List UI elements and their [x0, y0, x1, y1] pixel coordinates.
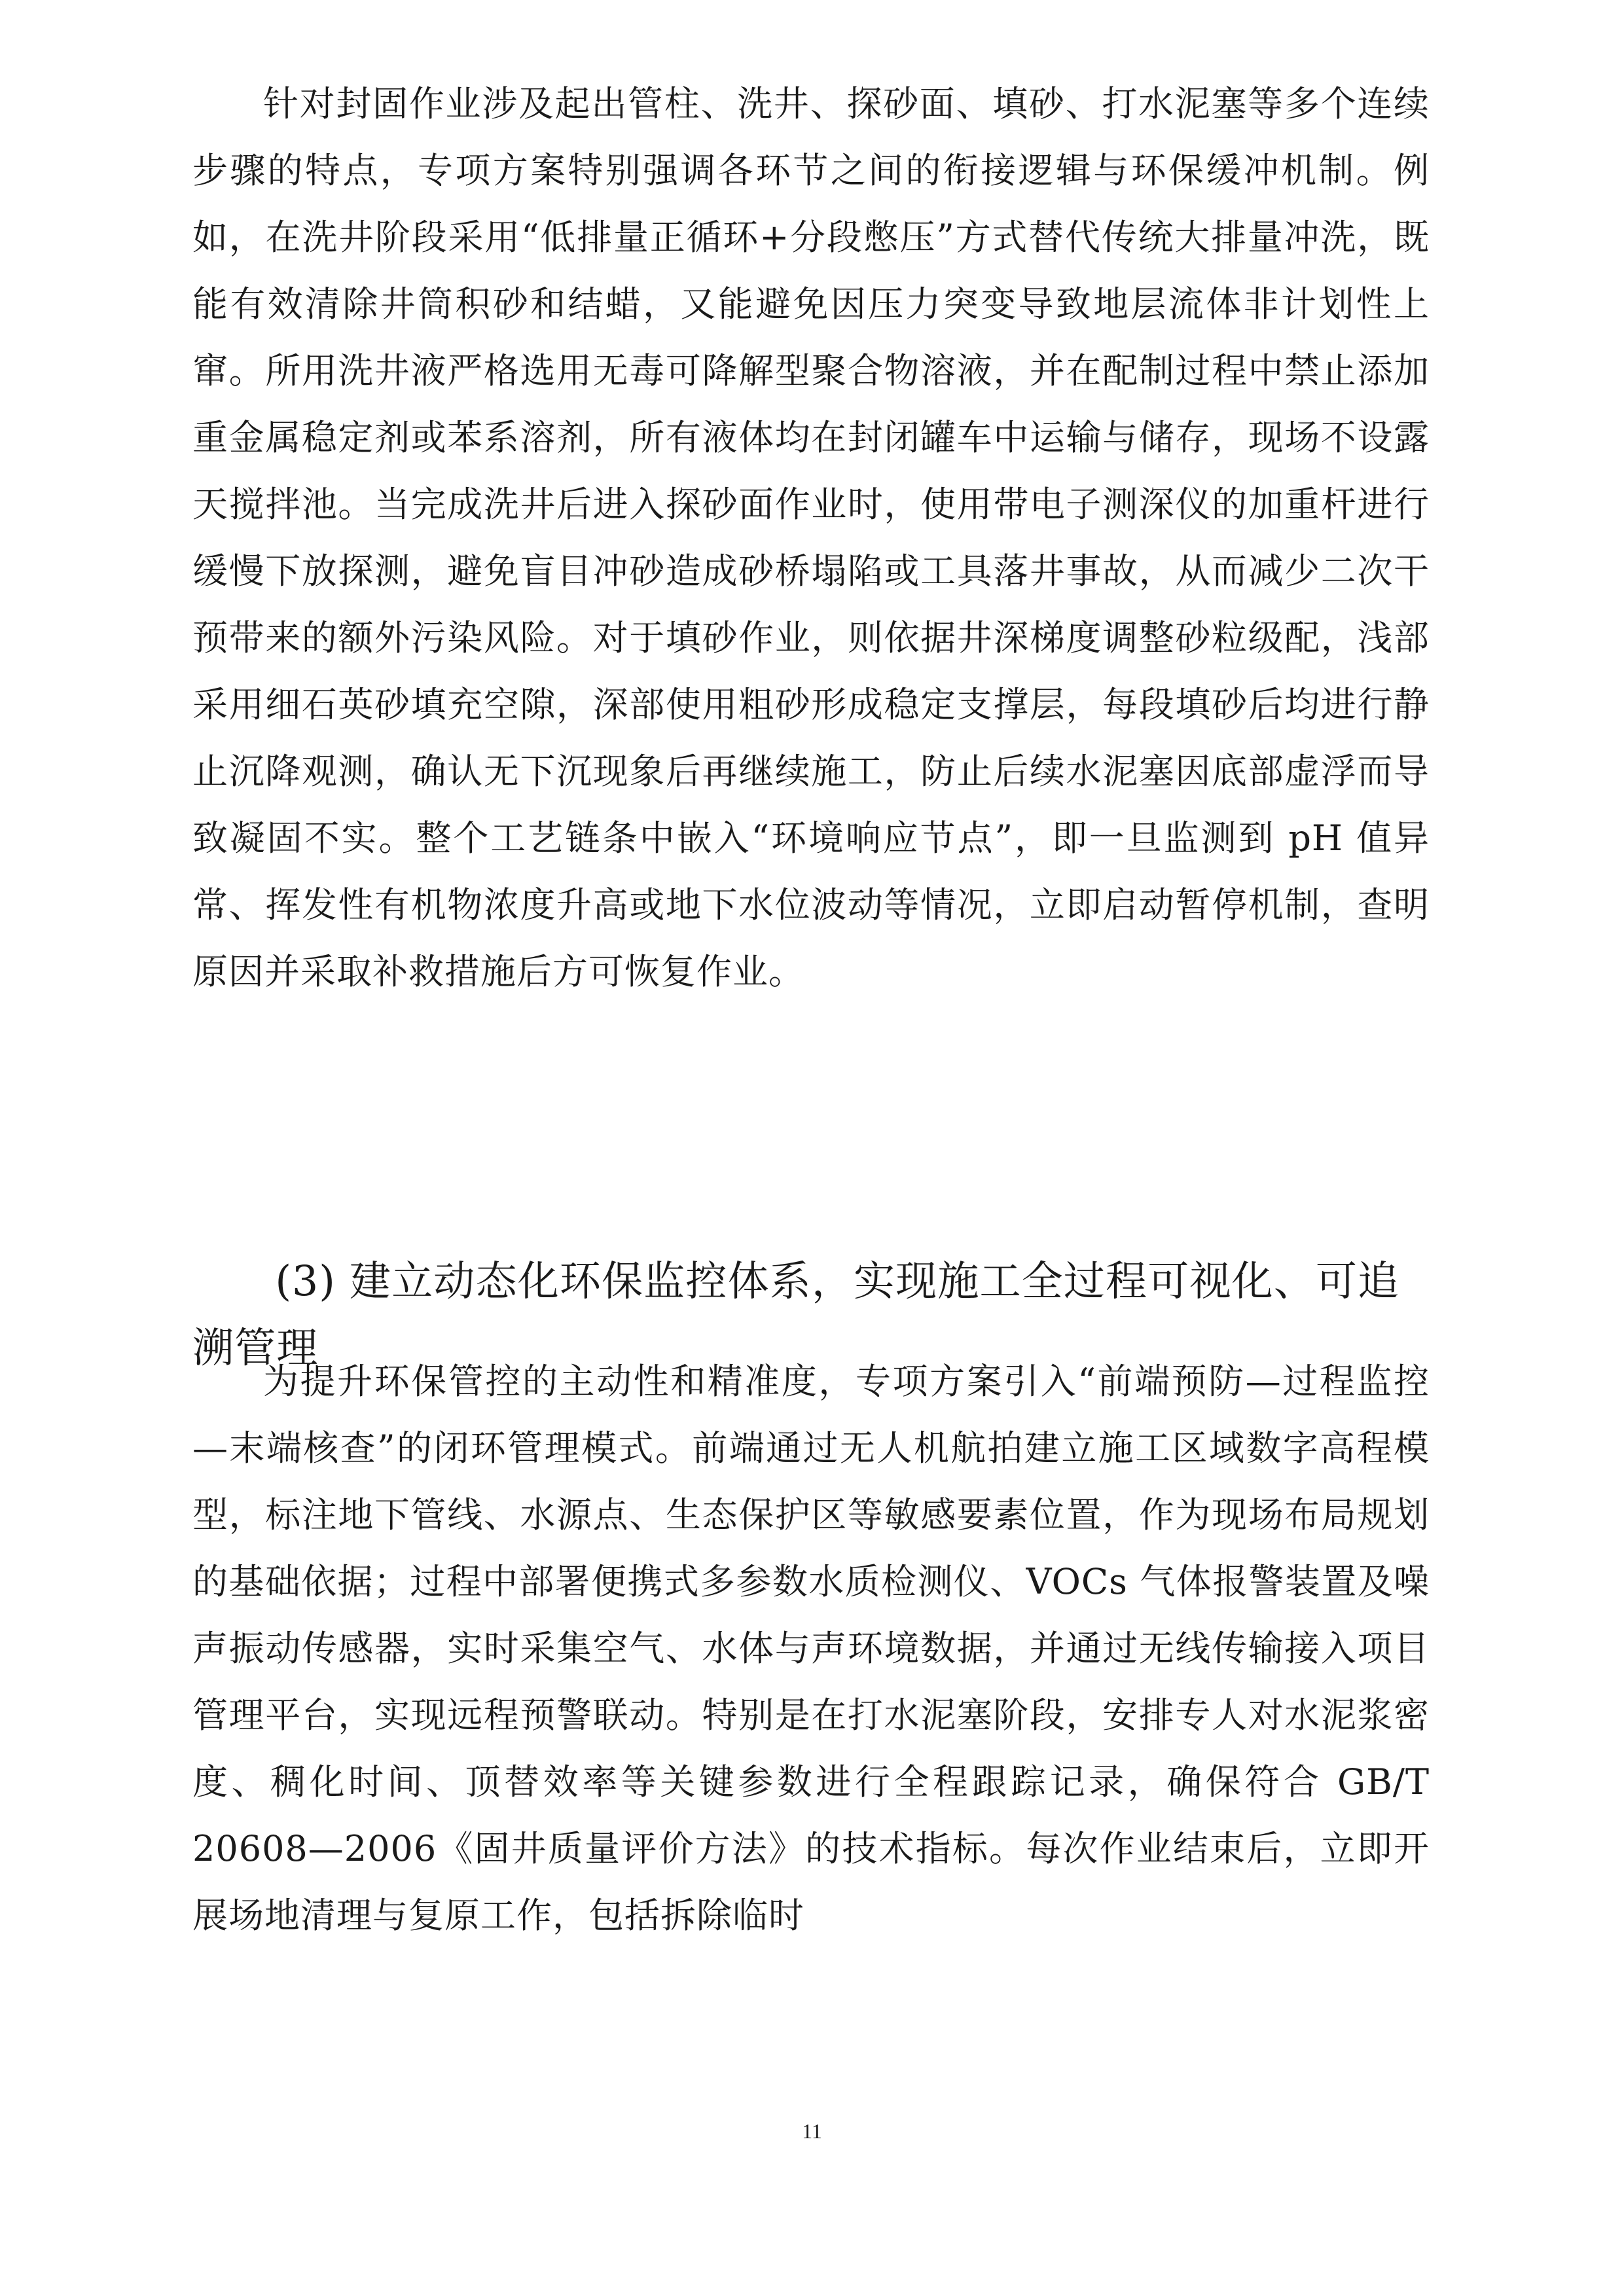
paragraph-monitoring-system: 为提升环保管控的主动性和精准度，专项方案引入“前端预防—过程监控—末端核查”的闭环管理模式。前端通过无人机航拍建立施工区域数字高程模型，标注地下管线、水源点、生态保护区等敏感要素位置，作为现场布局规划的基础依据；过程中部署便携式多参数水质检测仪、VOCs 气体报警装置及噪声振动传感器，实时采集空气、水体与声环境数据，并通过无线传输接入项目管理平台，实现远程预警联动。特别是在打水泥塞阶段，安排专人对水泥浆密度、稠化时间、顶替效率等关键参数进行全程跟踪记录，确保符合 GB/T 20608—2006《固井质量评价方法》的技术指标。每次作业结束后，立即开展场地清理与复原工作，包括拆除临时: [192, 1361, 1430, 1936]
section-heading-3: (3) 建立动态化环保监控体系，实现施工全过程可视化、可追溯管理: [192, 1257, 1400, 1372]
page-number: 11: [802, 2119, 822, 2143]
paragraph-process-linkage: 针对封固作业涉及起出管柱、洗井、探砂面、填砂、打水泥塞等多个连续步骤的特点，专项方案特别强调各环节之间的衔接逻辑与环保缓冲机制。例如，在洗井阶段采用“低排量正循环+分段憋压”方式替代传统大排量冲洗，既能有效清除井筒积砂和结蜡，又能避免因压力突变导致地层流体非计划性上窜。所用洗井液严格选用无毒可降解型聚合物溶液，并在配制过程中禁止添加重金属稳定剂或苯系溶剂，所有液体均在封闭罐车中运输与储存，现场不设露天搅拌池。当完成洗井后进入探砂面作业时，使用带电子测深仪的加重杆进行缓慢下放探测，避免盲目冲砂造成砂桥塌陷或工具落井事故，从而减少二次干预带来的额外污染风险。对于填砂作业，则依据井深梯度调整砂粒级配，浅部采用细石英砂填充空隙，深部使用粗砂形成稳定支撑层，每段填砂后均进行静止沉降观测，确认无下沉现象后再继续施工，防止后续水泥塞因底部虚浮而导致凝固不实。整个工艺链条中嵌入“环境响应节点”，即一旦监测到 pH 值异常、挥发性有机物浓度升高或地下水位波动等情况，立即启动暂停机制，查明原因并采取补救措施后方可恢复作业。: [192, 83, 1430, 992]
